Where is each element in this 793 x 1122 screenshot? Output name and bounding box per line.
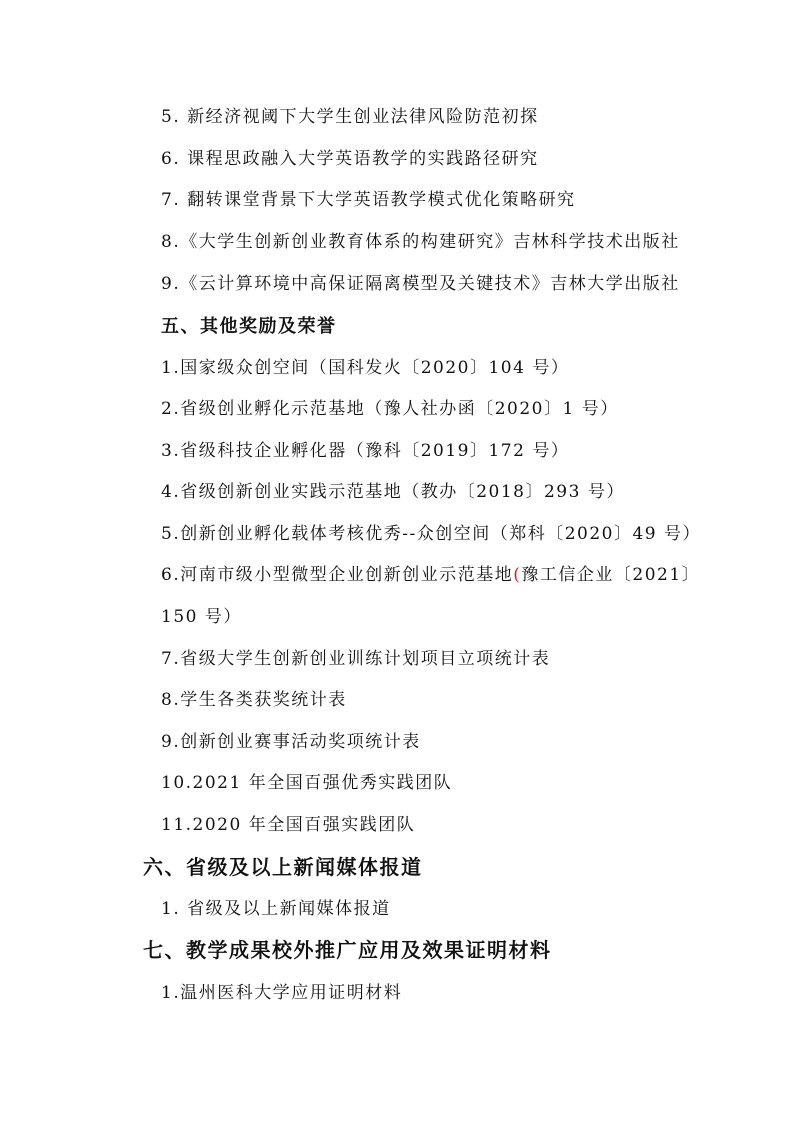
red-parenthesis: ( [513, 565, 522, 585]
list-item: 9.创新创业赛事活动奖项统计表 [161, 732, 421, 752]
list-item: 11.2020 年全国百强实践团队 [161, 815, 416, 835]
list-item: 8.学生各类获奖统计表 [161, 690, 347, 710]
list-item [161, 564, 700, 586]
list-item: 9.《云计算环境中高保证隔离模型及关键技术》吉林大学出版社 [161, 274, 680, 294]
list-item-text: 6.河南市级小型微型企业创新创业示范基地 [161, 565, 514, 585]
list-item: 1.温州医科大学应用证明材料 [161, 983, 403, 1003]
list-item-continuation: 150 号） [161, 607, 242, 627]
list-item: 5.创新创业孵化载体考核优秀--众创空间（郑科〔2020〕49 号） [161, 524, 702, 544]
list-item: 7.省级大学生创新创业训练计划项目立项统计表 [161, 649, 551, 669]
section-heading: 七、教学成果校外推广应用及效果证明材料 [143, 938, 552, 962]
list-item: 6. 课程思政融入大学英语教学的实践路径研究 [161, 149, 539, 169]
section-heading: 六、省级及以上新闻媒体报道 [143, 855, 423, 879]
list-item: 7. 翻转课堂背景下大学英语教学模式优化策略研究 [161, 190, 576, 210]
list-item: 1. 省级及以上新闻媒体报道 [161, 899, 391, 919]
section-heading: 五、其他奖励及荣誉 [161, 316, 337, 337]
list-item: 4.省级创新创业实践示范基地（教办〔2018〕293 号） [161, 482, 625, 502]
list-item: 1.国家级众创空间（国科发火〔2020〕104 号） [161, 358, 570, 378]
list-item: 2.省级创业孵化示范基地（豫人社办函〔2020〕1 号） [161, 399, 619, 419]
list-item-text: 豫工信企业〔2021〕 [521, 565, 701, 585]
list-item: 3.省级科技企业孵化器（豫科〔2019〕172 号） [161, 441, 570, 461]
list-item: 10.2021 年全国百强优秀实践团队 [161, 773, 453, 793]
list-item: 5. 新经济视阈下大学生创业法律风险防范初探 [161, 107, 539, 127]
list-item: 8.《大学生创新创业教育体系的构建研究》吉林科学技术出版社 [161, 232, 680, 252]
